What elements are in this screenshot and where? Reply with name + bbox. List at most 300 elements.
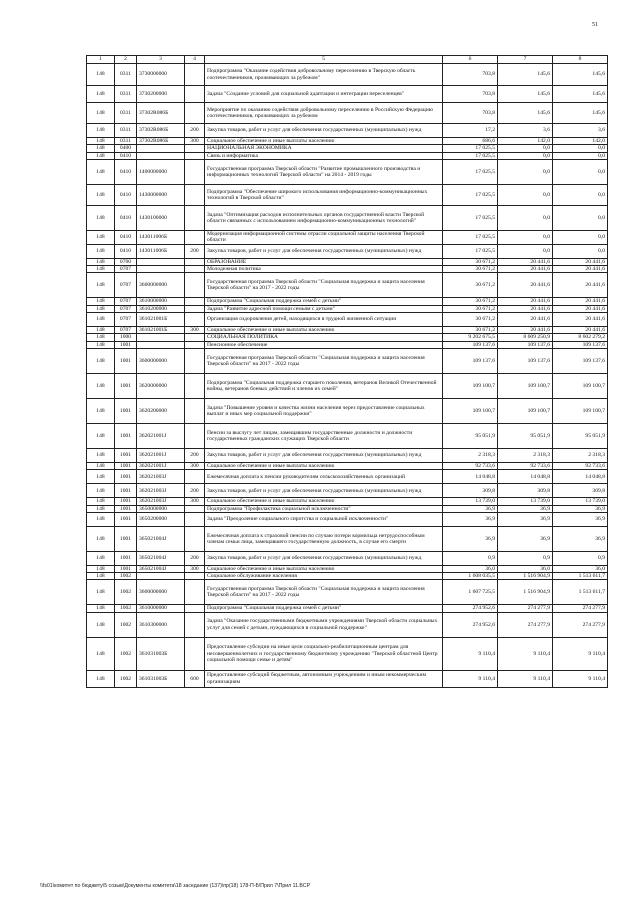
description-cell: Закупка товаров, работ и услуг для обеспечения государственных (муниципальных) нужд <box>205 448 443 462</box>
section-code-cell: 0700 <box>115 258 137 265</box>
description-cell: Подпрограмма "Социальная поддержка семей с детьми" <box>205 298 443 305</box>
expense-type-cell: 200 <box>185 124 205 138</box>
amount-cell: 30 671,2 <box>443 298 498 305</box>
amount-cell: 109 100,7 <box>443 373 498 398</box>
target-article-cell: 1430100000 <box>137 205 185 230</box>
amount-cell: 20 441,6 <box>553 273 608 298</box>
amount-cell: 30 671,2 <box>443 313 498 327</box>
table-row <box>87 244 608 258</box>
expense-type-cell <box>185 526 205 551</box>
table-row <box>87 565 608 572</box>
target-article-cell: 143011006Б <box>137 230 185 244</box>
ministry-code-cell: 148 <box>87 334 115 341</box>
ministry-code-cell: 148 <box>87 184 115 205</box>
amount-cell: 36,9 <box>498 512 553 526</box>
amount-cell: 0,0 <box>498 244 553 258</box>
amount-cell: 13 739,0 <box>553 498 608 505</box>
target-article-cell: 3730000000 <box>137 64 185 86</box>
amount-cell: 9 110,4 <box>498 670 553 687</box>
target-article-cell: 37302R086Б <box>137 138 185 145</box>
expense-type-cell <box>185 505 205 512</box>
section-code-cell: 1001 <box>115 462 137 469</box>
description-cell: Пенсии за выслугу лет лицам, замещавшим государственные должности и должности государственных гражданских служащих Тверской области <box>205 423 443 448</box>
description-cell: Социальное обеспечение и иные выплаты населению <box>205 138 443 145</box>
target-article-cell <box>137 573 185 580</box>
expense-type-cell <box>185 305 205 312</box>
table-row <box>87 605 608 612</box>
ministry-code-cell: 148 <box>87 448 115 462</box>
table-row <box>87 484 608 498</box>
expense-type-cell <box>185 205 205 230</box>
table-row <box>87 526 608 551</box>
amount-cell: 309,8 <box>443 484 498 498</box>
table-row <box>87 373 608 398</box>
target-article-cell: 365021004J <box>137 526 185 551</box>
amount-cell: 0,0 <box>553 205 608 230</box>
target-article-cell: 362021001J <box>137 448 185 462</box>
expense-type-cell <box>185 512 205 526</box>
amount-cell: 20 441,6 <box>553 266 608 273</box>
expense-type-cell <box>185 398 205 423</box>
amount-cell: 145,6 <box>553 64 608 86</box>
target-article-cell: 3610000000 <box>137 605 185 612</box>
ministry-code-cell: 148 <box>87 512 115 526</box>
table-row <box>87 266 608 273</box>
table-row <box>87 145 608 152</box>
expense-type-cell: 200 <box>185 448 205 462</box>
expense-type-cell <box>185 334 205 341</box>
expense-type-cell <box>185 86 205 103</box>
amount-cell: 20 441,6 <box>498 305 553 312</box>
amount-cell: 9 110,4 <box>443 670 498 687</box>
target-article-cell: 362021001J <box>137 423 185 448</box>
amount-cell: 109 100,7 <box>553 398 608 423</box>
amount-cell: 9 110,4 <box>553 637 608 670</box>
table-row <box>87 341 608 348</box>
expense-type-cell <box>185 273 205 298</box>
expense-type-cell: 200 <box>185 551 205 565</box>
expense-type-cell <box>185 184 205 205</box>
amount-cell: 109 100,7 <box>443 398 498 423</box>
amount-cell: 0,0 <box>553 184 608 205</box>
amount-cell: 20 441,6 <box>498 266 553 273</box>
amount-cell: 309,8 <box>553 484 608 498</box>
amount-cell: 109 100,7 <box>498 373 553 398</box>
target-article-cell: 3610200000 <box>137 305 185 312</box>
header-cell: 8 <box>553 56 608 64</box>
section-code-cell: 1001 <box>115 512 137 526</box>
amount-cell: 8 602 279,2 <box>553 334 608 341</box>
section-code-cell: 1000 <box>115 334 137 341</box>
ministry-code-cell: 148 <box>87 484 115 498</box>
amount-cell: 1 608 035,5 <box>443 573 498 580</box>
section-code-cell: 0707 <box>115 298 137 305</box>
table-row <box>87 159 608 184</box>
target-article-cell: 362021003J <box>137 470 185 484</box>
table-row <box>87 348 608 373</box>
amount-cell: 274 277,9 <box>498 605 553 612</box>
ministry-code-cell: 148 <box>87 159 115 184</box>
amount-cell: 17 025,5 <box>443 145 498 152</box>
amount-cell: 0,0 <box>498 230 553 244</box>
description-cell: Социальное обслуживание населения <box>205 573 443 580</box>
table-row <box>87 230 608 244</box>
description-cell: Задача "Оказание государственными бюджетными учреждениями Тверской области социальных услуг для семей с детьми, нуждающихся в социальной поддержке" <box>205 612 443 637</box>
amount-cell: 145,6 <box>553 86 608 103</box>
amount-cell: 30 671,2 <box>443 273 498 298</box>
ministry-code-cell: 148 <box>87 526 115 551</box>
amount-cell: 1 516 904,9 <box>498 573 553 580</box>
table-row <box>87 258 608 265</box>
section-code-cell: 1001 <box>115 348 137 373</box>
section-code-cell: 0410 <box>115 159 137 184</box>
amount-cell: 0,0 <box>498 184 553 205</box>
ministry-code-cell: 148 <box>87 505 115 512</box>
amount-cell: 36,0 <box>553 565 608 572</box>
expense-type-cell: 200 <box>185 244 205 258</box>
amount-cell: 92 733,6 <box>443 462 498 469</box>
expense-type-cell <box>185 470 205 484</box>
amount-cell: 0,9 <box>553 551 608 565</box>
amount-cell: 0,0 <box>553 152 608 159</box>
section-code-cell: 1001 <box>115 498 137 505</box>
expense-type-cell <box>185 230 205 244</box>
expense-type-cell: 300 <box>185 327 205 334</box>
section-code-cell: 0311 <box>115 86 137 103</box>
amount-cell: 274 277,9 <box>553 612 608 637</box>
description-cell: Государственная программа Тверской области "Социальная поддержка и защита населения Тверской области" на 2017 - 2022 годы <box>205 273 443 298</box>
ministry-code-cell: 148 <box>87 244 115 258</box>
header-cell: 4 <box>185 56 205 64</box>
target-article-cell: 362021001J <box>137 462 185 469</box>
section-code-cell: 1002 <box>115 670 137 687</box>
expense-type-cell: 600 <box>185 670 205 687</box>
table-row <box>87 498 608 505</box>
target-article-cell: 361031003Б <box>137 670 185 687</box>
amount-cell: 92 733,6 <box>498 462 553 469</box>
section-code-cell: 1001 <box>115 373 137 398</box>
table-row <box>87 298 608 305</box>
amount-cell: 686,6 <box>443 138 498 145</box>
budget-table <box>86 55 608 688</box>
expense-type-cell <box>185 152 205 159</box>
target-article-cell: 143011006Б <box>137 244 185 258</box>
amount-cell: 95 051,9 <box>553 423 608 448</box>
target-article-cell <box>137 258 185 265</box>
table-row <box>87 448 608 462</box>
amount-cell: 20 441,6 <box>553 305 608 312</box>
ministry-code-cell: 148 <box>87 612 115 637</box>
amount-cell: 0,0 <box>498 145 553 152</box>
amount-cell: 109 137,6 <box>443 348 498 373</box>
amount-cell: 36,9 <box>443 526 498 551</box>
section-code-cell: 1001 <box>115 505 137 512</box>
description-cell: НАЦИОНАЛЬНАЯ ЭКОНОМИКА <box>205 145 443 152</box>
amount-cell: 274 277,9 <box>498 612 553 637</box>
amount-cell: 36,9 <box>553 526 608 551</box>
ministry-code-cell: 148 <box>87 670 115 687</box>
expense-type-cell <box>185 103 205 124</box>
expense-type-cell <box>185 423 205 448</box>
target-article-cell: 3610300000 <box>137 612 185 637</box>
ministry-code-cell: 148 <box>87 341 115 348</box>
target-article-cell: 3600000000 <box>137 273 185 298</box>
description-cell: Модернизация информационной системы отрасли социальной защиты населения Тверской области <box>205 230 443 244</box>
expense-type-cell: 300 <box>185 565 205 572</box>
amount-cell: 36,9 <box>443 505 498 512</box>
amount-cell: 20 441,6 <box>498 327 553 334</box>
target-article-cell: 3620000000 <box>137 373 185 398</box>
description-cell: Молодежная политика <box>205 266 443 273</box>
section-code-cell: 1001 <box>115 423 137 448</box>
amount-cell: 20 441,6 <box>498 258 553 265</box>
amount-cell: 20 441,6 <box>553 327 608 334</box>
description-cell: Ежемесячная доплата к пенсии руководителям сельскохозяйственных организаций <box>205 470 443 484</box>
expense-type-cell <box>185 145 205 152</box>
amount-cell: 309,8 <box>498 484 553 498</box>
table-row <box>87 86 608 103</box>
table-row <box>87 637 608 670</box>
target-article-cell <box>137 145 185 152</box>
amount-cell: 0,9 <box>498 551 553 565</box>
section-code-cell: 0410 <box>115 244 137 258</box>
table-row <box>87 334 608 341</box>
description-cell: Государственная программа Тверской области "Социальная поддержка и защита населения Тверской области" на 2017 - 2022 годы <box>205 348 443 373</box>
target-article-cell <box>137 266 185 273</box>
header-cell: 7 <box>498 56 553 64</box>
expense-type-cell <box>185 373 205 398</box>
table-row <box>87 205 608 230</box>
table-row <box>87 184 608 205</box>
amount-cell: 36,9 <box>553 512 608 526</box>
amount-cell: 14 048,8 <box>498 470 553 484</box>
ministry-code-cell: 148 <box>87 124 115 138</box>
expense-type-cell <box>185 637 205 670</box>
amount-cell: 2 318,3 <box>443 448 498 462</box>
amount-cell: 2 318,3 <box>498 448 553 462</box>
amount-cell: 274 277,9 <box>553 605 608 612</box>
amount-cell: 36,0 <box>443 565 498 572</box>
amount-cell: 36,0 <box>498 565 553 572</box>
amount-cell: 109 137,6 <box>498 341 553 348</box>
expense-type-cell: 300 <box>185 462 205 469</box>
ministry-code-cell: 148 <box>87 551 115 565</box>
section-code-cell: 1001 <box>115 398 137 423</box>
description-cell: Предоставление субсидии на иные цели социально-реабилитационным центрам для несовершеннолетних и государственному бюджетному учреждению "Тверской областной Центр социальной помощи семье и детям" <box>205 637 443 670</box>
amount-cell: 109 100,7 <box>498 398 553 423</box>
description-cell: Задача "Оптимизация расходов исполнительных органов государственной власти Тверской области связанных с использованием информационно-коммуникационных технологий" <box>205 205 443 230</box>
amount-cell: 14 048,8 <box>553 470 608 484</box>
expense-type-cell: 200 <box>185 484 205 498</box>
expense-type-cell <box>185 605 205 612</box>
table-row <box>87 305 608 312</box>
expense-type-cell <box>185 580 205 605</box>
description-cell: Социальное обеспечение и иные выплаты населению <box>205 565 443 572</box>
target-article-cell: 37302R086Б <box>137 103 185 124</box>
ministry-code-cell: 148 <box>87 266 115 273</box>
section-code-cell: 0707 <box>115 313 137 327</box>
amount-cell: 109 137,6 <box>498 348 553 373</box>
amount-cell: 109 137,6 <box>553 348 608 373</box>
amount-cell: 20 441,6 <box>498 298 553 305</box>
section-code-cell: 0400 <box>115 145 137 152</box>
description-cell: Ежемесячная доплата к страховой пенсии по случаю потери кормильца нетрудоспособным членам семьи лица, замещавшего государственную должность, в случае его смерти <box>205 526 443 551</box>
table-row <box>87 313 608 327</box>
expense-type-cell <box>185 341 205 348</box>
target-article-cell <box>137 152 185 159</box>
section-code-cell: 1002 <box>115 573 137 580</box>
table-row <box>87 551 608 565</box>
description-cell: Подпрограмма "Социальная поддержка старшего поколения, ветеранов Великой Отечественной войны, ветеранов боевых действий и членов их семей" <box>205 373 443 398</box>
amount-cell: 109 137,6 <box>443 341 498 348</box>
description-cell: Социальное обеспечение и иные выплаты населению <box>205 462 443 469</box>
ministry-code-cell: 148 <box>87 462 115 469</box>
ministry-code-cell: 148 <box>87 637 115 670</box>
header-cell: 6 <box>443 56 498 64</box>
amount-cell: 20 441,6 <box>553 258 608 265</box>
amount-cell: 30 671,2 <box>443 327 498 334</box>
section-code-cell: 1002 <box>115 637 137 670</box>
amount-cell: 95 051,9 <box>443 423 498 448</box>
target-article-cell: 3650000000 <box>137 505 185 512</box>
table-row <box>87 124 608 138</box>
amount-cell: 0,0 <box>553 244 608 258</box>
amount-cell: 20 441,6 <box>498 273 553 298</box>
description-cell: Задача "Создание условий для социальной адаптации и интеграции переселенцев" <box>205 86 443 103</box>
amount-cell: 0,9 <box>443 551 498 565</box>
header-cell: 1 <box>87 56 115 64</box>
description-cell: Задача "Повышение уровня и качества жизни населения через предоставление социальных выплат и иных мер социальной поддержки" <box>205 398 443 423</box>
ministry-code-cell: 148 <box>87 498 115 505</box>
ministry-code-cell: 148 <box>87 470 115 484</box>
amount-cell: 36,9 <box>443 512 498 526</box>
amount-cell: 30 671,2 <box>443 305 498 312</box>
amount-cell: 9 110,4 <box>443 637 498 670</box>
section-code-cell: 1001 <box>115 526 137 551</box>
target-article-cell: 365021004J <box>137 565 185 572</box>
table-row <box>87 64 608 86</box>
table-row <box>87 505 608 512</box>
amount-cell: 703,8 <box>443 86 498 103</box>
amount-cell: 30 671,2 <box>443 266 498 273</box>
section-code-cell: 1001 <box>115 448 137 462</box>
expense-type-cell <box>185 159 205 184</box>
target-article-cell: 365021004J <box>137 551 185 565</box>
description-cell: Закупка товаров, работ и услуг для обеспечения государственных (муниципальных) нужд <box>205 484 443 498</box>
section-code-cell: 0707 <box>115 305 137 312</box>
ministry-code-cell: 148 <box>87 580 115 605</box>
amount-cell: 92 733,6 <box>553 462 608 469</box>
expense-type-cell <box>185 64 205 86</box>
amount-cell: 2 318,3 <box>553 448 608 462</box>
description-cell: Государственная программа Тверской области "Социальная поддержка и защита населения Тверской области" на 2017 - 2022 годы <box>205 580 443 605</box>
target-article-cell: 3610000000 <box>137 298 185 305</box>
description-cell: СОЦИАЛЬНАЯ ПОЛИТИКА <box>205 334 443 341</box>
expense-type-cell <box>185 298 205 305</box>
amount-cell: 17 025,5 <box>443 205 498 230</box>
amount-cell: 13 739,0 <box>443 498 498 505</box>
table-row <box>87 580 608 605</box>
ministry-code-cell: 148 <box>87 86 115 103</box>
target-article-cell: 362021003J <box>137 484 185 498</box>
amount-cell: 20 441,6 <box>498 313 553 327</box>
amount-cell: 703,8 <box>443 64 498 86</box>
section-code-cell: 0311 <box>115 103 137 124</box>
ministry-code-cell: 148 <box>87 423 115 448</box>
section-code-cell: 1002 <box>115 612 137 637</box>
amount-cell: 17 025,5 <box>443 159 498 184</box>
target-article-cell: 3620200000 <box>137 398 185 423</box>
amount-cell: 0,0 <box>498 205 553 230</box>
target-article-cell: 361031003Б <box>137 637 185 670</box>
target-article-cell: 3600000000 <box>137 580 185 605</box>
amount-cell: 109 100,7 <box>553 373 608 398</box>
amount-cell: 1 607 725,5 <box>443 580 498 605</box>
table-row <box>87 398 608 423</box>
section-code-cell: 1001 <box>115 341 137 348</box>
amount-cell: 9 202 675,5 <box>443 334 498 341</box>
ministry-code-cell: 148 <box>87 273 115 298</box>
amount-cell: 20 441,6 <box>553 298 608 305</box>
amount-cell: 145,6 <box>498 103 553 124</box>
description-cell: Задача "Преодоление социального сиротства и социальной исключенности" <box>205 512 443 526</box>
expense-type-cell: 300 <box>185 138 205 145</box>
expense-type-cell <box>185 612 205 637</box>
target-article-cell: 361021001Б <box>137 327 185 334</box>
ministry-code-cell: 148 <box>87 298 115 305</box>
amount-cell: 1 513 611,7 <box>553 580 608 605</box>
ministry-code-cell: 148 <box>87 230 115 244</box>
ministry-code-cell: 148 <box>87 348 115 373</box>
ministry-code-cell: 148 <box>87 138 115 145</box>
amount-cell: 145,6 <box>498 64 553 86</box>
amount-cell: 17 025,5 <box>443 230 498 244</box>
ministry-code-cell: 148 <box>87 64 115 86</box>
header-cell: 3 <box>137 56 185 64</box>
target-article-cell: 3600000000 <box>137 348 185 373</box>
section-code-cell: 1001 <box>115 470 137 484</box>
description-cell: Пенсионное обеспечение <box>205 341 443 348</box>
amount-cell: 0,0 <box>498 159 553 184</box>
ministry-code-cell: 148 <box>87 205 115 230</box>
file-path-footer: \\fs01\комитет по бюджету\5 созыв\Документы комитета\18 заседание (137)\пр(18) 178-П-Б\Прил 7\Прил 11.BCP <box>40 883 311 889</box>
table-header-row <box>87 56 608 64</box>
description-cell: Государственная программа Тверской области "Развитие промышленного производства и информационных технологий Тверской области" на 2014 - 2019 годы <box>205 159 443 184</box>
section-code-cell: 1002 <box>115 605 137 612</box>
amount-cell: 17 025,5 <box>443 244 498 258</box>
table-row <box>87 103 608 124</box>
ministry-code-cell: 148 <box>87 305 115 312</box>
target-article-cell: 1400000000 <box>137 159 185 184</box>
description-cell: Задача "Развитие адресной помощи семьям с детьми" <box>205 305 443 312</box>
table-row <box>87 573 608 580</box>
ministry-code-cell: 148 <box>87 145 115 152</box>
table-row <box>87 612 608 637</box>
target-article-cell <box>137 341 185 348</box>
amount-cell: 142,0 <box>553 138 608 145</box>
expense-type-cell <box>185 258 205 265</box>
amount-cell: 36,9 <box>498 526 553 551</box>
description-cell: Закупка товаров, работ и услуг для обеспечения государственных (муниципальных) нужд <box>205 551 443 565</box>
expense-type-cell: 300 <box>185 498 205 505</box>
ministry-code-cell: 148 <box>87 398 115 423</box>
section-code-cell: 0311 <box>115 124 137 138</box>
section-code-cell: 0410 <box>115 184 137 205</box>
amount-cell: 142,0 <box>498 138 553 145</box>
target-article-cell <box>137 334 185 341</box>
target-article-cell: 362021003J <box>137 498 185 505</box>
table-row <box>87 138 608 145</box>
